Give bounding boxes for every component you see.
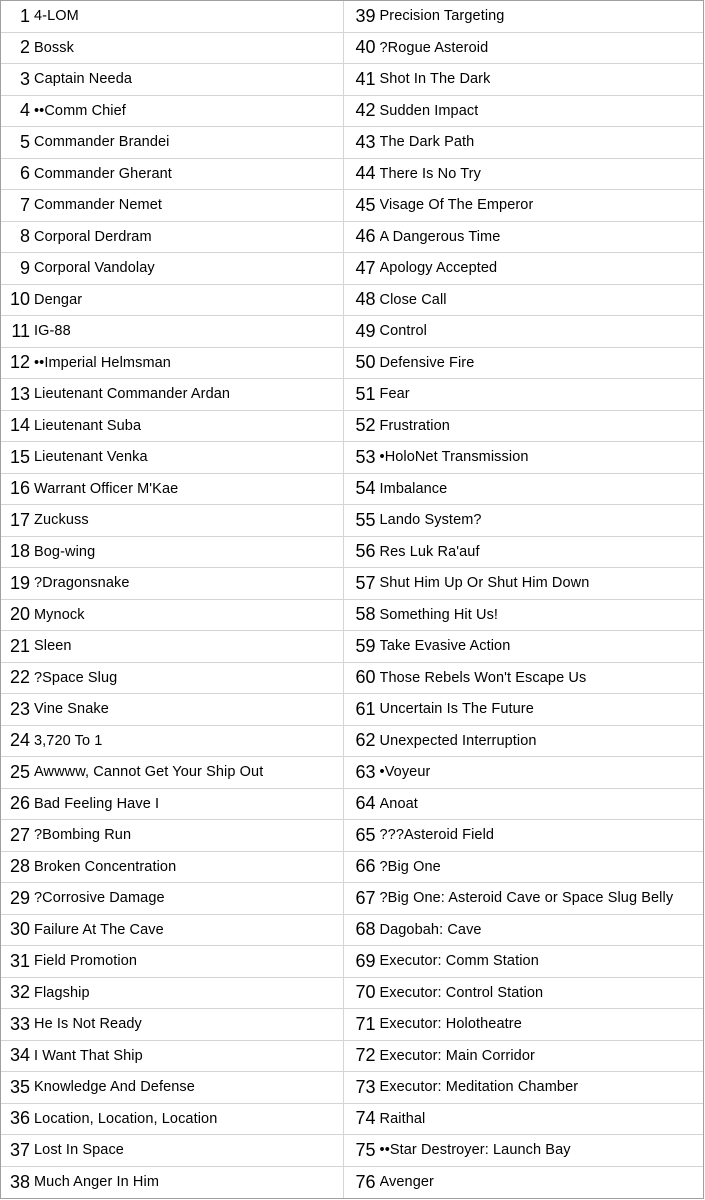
card-name: Lieutenant Venka: [34, 449, 148, 466]
row-number: 8: [19, 226, 30, 247]
card-name: Lieutenant Commander Ardan: [34, 386, 231, 403]
table-row: [1, 726, 343, 758]
table-row: [344, 1, 703, 33]
row-number: 53: [355, 446, 376, 467]
card-name: Lando System?: [379, 512, 482, 529]
row-number: 73: [355, 1076, 376, 1097]
table-row: [1, 568, 343, 600]
table-row: [1, 285, 343, 317]
row-number: 10: [9, 289, 30, 310]
row-number: 33: [9, 1013, 30, 1034]
table-row: [1, 348, 343, 380]
card-name: Executor: Comm Station: [379, 953, 539, 970]
row-number: 6: [19, 163, 30, 184]
card-name: Lieutenant Suba: [34, 417, 142, 434]
card-name: Captain Needa: [34, 71, 133, 88]
card-name: ••Comm Chief: [34, 102, 126, 119]
card-name: Apology Accepted: [379, 260, 498, 277]
card-name: The Dark Path: [379, 134, 475, 151]
table-row: [1, 127, 343, 159]
row-number: 62: [355, 730, 376, 751]
table-row: [1, 663, 343, 695]
table-row: [344, 1072, 703, 1104]
table-row: [1, 316, 343, 348]
row-number: 28: [9, 856, 30, 877]
card-name: ••Imperial Helmsman: [34, 354, 171, 371]
row-number: 74: [355, 1108, 376, 1129]
table-row: [344, 33, 703, 65]
card-name: ???Asteroid Field: [379, 827, 495, 844]
card-name: Raithal: [379, 1110, 426, 1127]
row-number: 40: [355, 37, 376, 58]
table-row: [344, 1135, 703, 1167]
card-name: 3,720 To 1: [34, 732, 103, 749]
row-number: 7: [19, 194, 30, 215]
row-number: 37: [9, 1139, 30, 1160]
row-number: 24: [9, 730, 30, 751]
row-number: 19: [9, 572, 30, 593]
card-name: Broken Concentration: [34, 858, 177, 875]
row-number: 30: [9, 919, 30, 940]
row-number: 22: [9, 667, 30, 688]
card-name: Executor: Main Corridor: [379, 1047, 535, 1064]
row-number: 70: [355, 982, 376, 1003]
row-number: 31: [9, 950, 30, 971]
table-row: [1, 915, 343, 947]
table-row: [1, 1009, 343, 1041]
card-name: Sleen: [34, 638, 72, 655]
card-name: Those Rebels Won't Escape Us: [379, 669, 587, 686]
table-row: [344, 127, 703, 159]
row-number: 76: [355, 1171, 376, 1192]
row-number: 42: [355, 100, 376, 121]
card-name: Sudden Impact: [379, 102, 479, 119]
row-number: 32: [9, 982, 30, 1003]
card-name: Bog-wing: [34, 543, 96, 560]
card-name: Something Hit Us!: [379, 606, 499, 623]
table-row: [344, 222, 703, 254]
table-row: [1, 946, 343, 978]
row-number: 5: [19, 131, 30, 152]
card-name: Close Call: [379, 291, 447, 308]
card-name: Executor: Holotheatre: [379, 1016, 522, 1033]
row-number: 67: [355, 887, 376, 908]
card-name: Avenger: [379, 1174, 434, 1191]
card-name: Frustration: [379, 417, 450, 434]
table-row: [344, 1104, 703, 1136]
row-number: 44: [355, 163, 376, 184]
table-row: [344, 411, 703, 443]
table-row: [1, 505, 343, 537]
row-number: 52: [355, 415, 376, 436]
row-number: 36: [9, 1108, 30, 1129]
row-number: 64: [355, 793, 376, 814]
card-name: Bossk: [34, 39, 74, 56]
table-row: [344, 64, 703, 96]
card-name: Vine Snake: [34, 701, 109, 718]
card-name: Knowledge And Defense: [34, 1079, 195, 1096]
card-name: Corporal Derdram: [34, 228, 152, 245]
table-row: [344, 285, 703, 317]
row-number: 65: [355, 824, 376, 845]
card-name: Commander Gherant: [34, 165, 172, 182]
row-number: 21: [9, 635, 30, 656]
card-name: •HoloNet Transmission: [379, 449, 529, 466]
card-name: Flagship: [34, 984, 90, 1001]
card-name: ?Space Slug: [34, 669, 118, 686]
row-number: 60: [355, 667, 376, 688]
table-row: [1, 96, 343, 128]
card-name: Shot In The Dark: [379, 71, 491, 88]
table-row: [344, 190, 703, 222]
table-row: [344, 726, 703, 758]
table-row: [344, 379, 703, 411]
card-name: ?Corrosive Damage: [34, 890, 165, 907]
row-number: 27: [9, 824, 30, 845]
row-number: 56: [355, 541, 376, 562]
row-number: 69: [355, 950, 376, 971]
table-row: [1, 978, 343, 1010]
table-row: [344, 474, 703, 506]
table-row: [344, 96, 703, 128]
row-number: 59: [355, 635, 376, 656]
card-name: Mynock: [34, 606, 85, 623]
card-name: Visage Of The Emperor: [379, 197, 534, 214]
row-number: 45: [355, 194, 376, 215]
table-row: [1, 411, 343, 443]
table-row: [344, 757, 703, 789]
card-name: Fear: [379, 386, 410, 403]
card-name: Take Evasive Action: [379, 638, 511, 655]
table-row: [344, 568, 703, 600]
table-row: [344, 978, 703, 1010]
table-row: [1, 537, 343, 569]
row-number: 61: [355, 698, 376, 719]
row-number: 71: [355, 1013, 376, 1034]
table-row: [1, 159, 343, 191]
card-name: Defensive Fire: [379, 354, 475, 371]
row-number: 1: [19, 5, 30, 26]
row-number: 15: [9, 446, 30, 467]
table-row: [344, 537, 703, 569]
row-number: 47: [355, 257, 376, 278]
table-row: [344, 1009, 703, 1041]
table-row: [344, 789, 703, 821]
row-number: 41: [355, 68, 376, 89]
table-row: [1, 1072, 343, 1104]
table-row: [1, 379, 343, 411]
table-row: [344, 253, 703, 285]
card-name: Zuckuss: [34, 512, 89, 529]
table-row: [344, 159, 703, 191]
table-row: [1, 1, 343, 33]
table-row: [1, 820, 343, 852]
table-row: [1, 631, 343, 663]
row-number: 9: [19, 257, 30, 278]
card-name: Corporal Vandolay: [34, 260, 155, 277]
card-name: Uncertain Is The Future: [379, 701, 534, 718]
card-name: Imbalance: [379, 480, 448, 497]
row-number: 17: [9, 509, 30, 530]
card-name: Unexpected Interruption: [379, 732, 537, 749]
card-name: ••Star Destroyer: Launch Bay: [379, 1142, 571, 1159]
right-column: [344, 1, 703, 1198]
row-number: 58: [355, 604, 376, 625]
row-number: 75: [355, 1139, 376, 1160]
table-row: [1, 757, 343, 789]
table-row: [344, 631, 703, 663]
table-row: [1, 1167, 343, 1199]
card-name: He Is Not Ready: [34, 1016, 142, 1033]
table-row: [1, 33, 343, 65]
row-number: 12: [9, 352, 30, 373]
card-name: Bad Feeling Have I: [34, 795, 160, 812]
row-number: 55: [355, 509, 376, 530]
row-number: 49: [355, 320, 376, 341]
card-name: A Dangerous Time: [379, 228, 501, 245]
table-row: [1, 883, 343, 915]
card-name: Res Luk Ra'auf: [379, 543, 480, 560]
card-name: Location, Location, Location: [34, 1110, 218, 1127]
card-name: Failure At The Cave: [34, 921, 164, 938]
row-number: 54: [355, 478, 376, 499]
card-name: Commander Brandei: [34, 134, 170, 151]
row-number: 68: [355, 919, 376, 940]
table-row: [1, 222, 343, 254]
table-row: [1, 852, 343, 884]
row-number: 29: [9, 887, 30, 908]
card-name: ?Big One: Asteroid Cave or Space Slug Belly: [379, 890, 674, 907]
table-row: [344, 1167, 703, 1199]
table-row: [344, 1041, 703, 1073]
table-row: [344, 852, 703, 884]
left-column: [1, 1, 344, 1198]
row-number: 2: [19, 37, 30, 58]
row-number: 50: [355, 352, 376, 373]
card-name: Lost In Space: [34, 1142, 124, 1159]
table-row: [344, 883, 703, 915]
card-name: ?Dragonsnake: [34, 575, 130, 592]
card-name: I Want That Ship: [34, 1047, 143, 1064]
table-row: [344, 946, 703, 978]
row-number: 14: [9, 415, 30, 436]
card-name: There Is No Try: [379, 165, 481, 182]
row-number: 20: [9, 604, 30, 625]
card-name: Much Anger In Him: [34, 1174, 159, 1191]
table-row: [344, 348, 703, 380]
row-number: 38: [9, 1171, 30, 1192]
table-row: [1, 600, 343, 632]
row-number: 34: [9, 1045, 30, 1066]
row-number: 35: [9, 1076, 30, 1097]
row-number: 3: [19, 68, 30, 89]
card-name: Shut Him Up Or Shut Him Down: [379, 575, 590, 592]
card-name: Warrant Officer M'Kae: [34, 480, 179, 497]
row-number: 63: [355, 761, 376, 782]
card-name: ?Rogue Asteroid: [379, 39, 489, 56]
card-name: ?Big One: [379, 858, 441, 875]
card-name: ?Bombing Run: [34, 827, 132, 844]
card-name: IG-88: [34, 323, 71, 340]
row-number: 23: [9, 698, 30, 719]
table-row: [1, 694, 343, 726]
table-row: [344, 316, 703, 348]
card-name: Commander Nemet: [34, 197, 163, 214]
table-row: [344, 505, 703, 537]
card-name: Executor: Control Station: [379, 984, 544, 1001]
row-number: 18: [9, 541, 30, 562]
row-number: 39: [355, 5, 376, 26]
table-row: [344, 600, 703, 632]
table-row: [1, 1041, 343, 1073]
row-number: 11: [11, 320, 30, 341]
row-number: 48: [355, 289, 376, 310]
table-row: [344, 915, 703, 947]
card-name: •Voyeur: [379, 764, 431, 781]
table-row: [1, 190, 343, 222]
row-number: 46: [355, 226, 376, 247]
card-name: Field Promotion: [34, 953, 138, 970]
table-row: [1, 253, 343, 285]
row-number: 51: [355, 383, 376, 404]
table-row: [1, 789, 343, 821]
card-name: Awwww, Cannot Get Your Ship Out: [34, 764, 264, 781]
row-number: 4: [19, 100, 30, 121]
row-number: 57: [355, 572, 376, 593]
card-name: Executor: Meditation Chamber: [379, 1079, 579, 1096]
row-number: 66: [355, 856, 376, 877]
table-row: [344, 694, 703, 726]
table-row: [344, 442, 703, 474]
row-number: 13: [9, 383, 30, 404]
row-number: 72: [355, 1045, 376, 1066]
table-row: [344, 820, 703, 852]
table-row: [1, 1104, 343, 1136]
card-name: Dengar: [34, 291, 83, 308]
table-row: [1, 1135, 343, 1167]
row-number: 26: [9, 793, 30, 814]
row-number: 43: [355, 131, 376, 152]
table-row: [1, 442, 343, 474]
card-name: 4-LOM: [34, 8, 79, 25]
row-number: 16: [9, 478, 30, 499]
card-name: Control: [379, 323, 427, 340]
row-number: 25: [9, 761, 30, 782]
table-row: [1, 64, 343, 96]
card-name: Anoat: [379, 795, 418, 812]
table-row: [1, 474, 343, 506]
card-name: Precision Targeting: [379, 8, 505, 25]
table-row: [344, 663, 703, 695]
card-name: Dagobah: Cave: [379, 921, 482, 938]
